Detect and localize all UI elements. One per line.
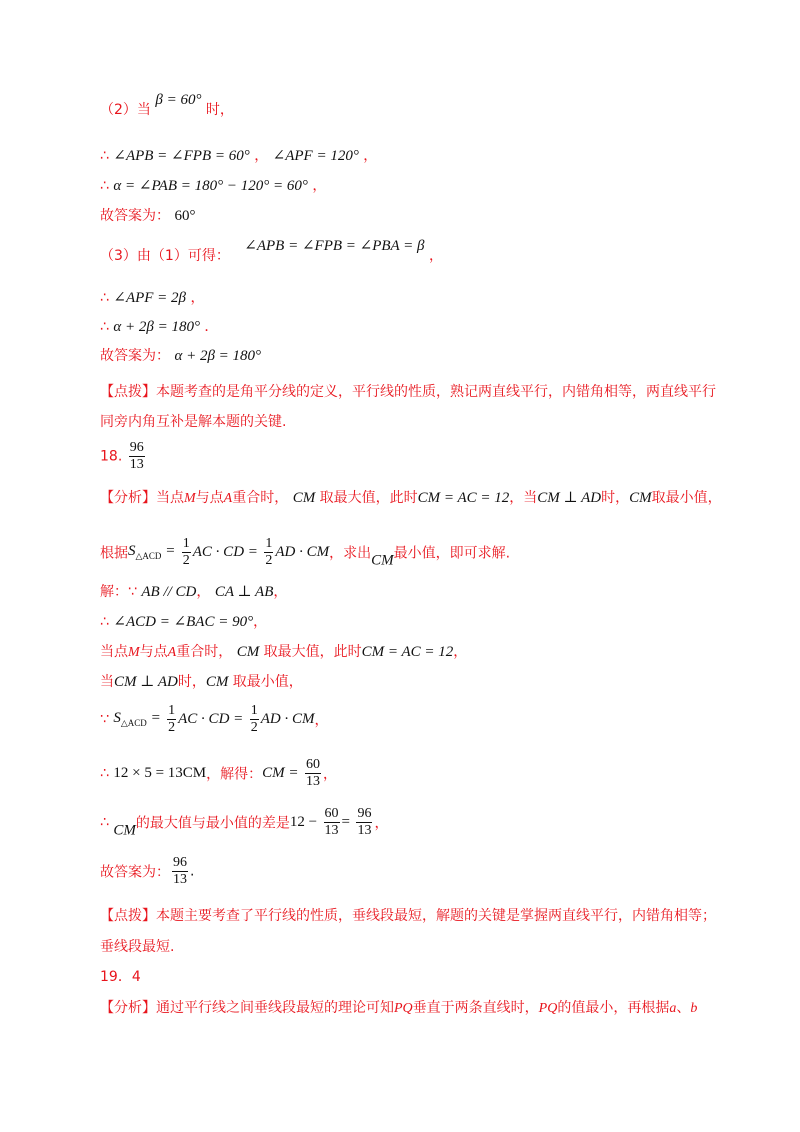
q17-part3-eq: ∠APB = ∠FPB = ∠PBA = β (244, 238, 425, 254)
numerator: 1 (182, 536, 190, 551)
var-PQ: PQ (394, 1001, 413, 1016)
numerator: 96 (357, 806, 372, 821)
numerator: 60 (324, 806, 339, 821)
answer-label: 故答案为： (100, 864, 170, 881)
q19-heading: 19．4 (100, 969, 141, 985)
q17-part3-prefix: （3）由（1）可得： (100, 248, 230, 264)
text: 时， (177, 674, 206, 690)
q17-step3 (100, 288, 204, 308)
q18-sol-line4 (100, 672, 303, 692)
text: 的最大值与最小值的差是 (135, 815, 290, 832)
q17-step2 (100, 176, 326, 196)
var-CM: CM (236, 644, 260, 660)
equation: CA ⊥ AB (214, 584, 274, 600)
therefore-symbol: ∴ (100, 814, 109, 831)
q18-sol-line7 (100, 806, 388, 840)
equation: ∠ACD = ∠BAC = 90° (113, 614, 254, 630)
analysis-text: 重合时， (232, 490, 289, 506)
separator: ， (196, 584, 211, 600)
var-CM: CM (292, 490, 316, 506)
numerator: 1 (265, 536, 273, 551)
q17-step1-eq: ∠APB = ∠FPB = 60° (113, 148, 250, 164)
var-M: M (184, 491, 196, 506)
q18-sol-line6 (100, 757, 337, 790)
therefore-symbol: ∴ (100, 614, 109, 630)
equation: 12 × 5 = 13CM (113, 765, 207, 781)
q17-comment-line2: 同旁内角互补是解本题的关键. (100, 414, 287, 430)
text: 当点 (100, 644, 128, 660)
q18-sol-line1 (100, 582, 287, 602)
q17-part2-prefix: （2）当 (100, 102, 151, 118)
analysis-text: ，当 (509, 490, 538, 506)
q17-step1-eq2: ∠APF = 120° (272, 148, 359, 164)
answer-label: 故答案为： (100, 208, 170, 224)
equation: CM = (262, 765, 299, 781)
q18-sol-line3 (100, 642, 467, 663)
separator: ， (322, 766, 337, 783)
var-PQ: PQ (538, 1001, 558, 1016)
separator: ， (374, 815, 389, 832)
separator: ， (363, 148, 378, 164)
var-CM: CM (371, 552, 394, 569)
analysis-text: 垂直于两条直线时， (412, 1000, 539, 1016)
q19-analysis (100, 998, 697, 1019)
area-symbol (113, 710, 160, 726)
term: AD · CM (275, 544, 330, 560)
half-fraction (264, 536, 273, 569)
var-b: b (690, 1001, 698, 1016)
var-CM: CM (629, 490, 652, 506)
half-fraction (167, 703, 176, 736)
q17-step3-eq: ∠APF = 2β (113, 290, 187, 306)
denominator: 13 (129, 457, 144, 472)
therefore-symbol: ∴ (100, 319, 109, 335)
answer-label: 故答案为： (100, 348, 170, 364)
equals: = (165, 543, 176, 559)
answer-value: α + 2β = 180° (174, 348, 262, 364)
period: . (190, 863, 195, 880)
q18-sol-line5 (100, 703, 328, 736)
q17-part3 (100, 238, 443, 266)
numerator: 1 (168, 703, 176, 718)
q18-answer-fraction (129, 440, 145, 473)
numerator: 1 (250, 703, 258, 718)
text: 重合时， (176, 644, 233, 660)
numerator: 96 (173, 855, 187, 870)
term: AC · CD = (178, 711, 244, 727)
equation: CM ⊥ AD (114, 674, 178, 690)
therefore-symbol: ∴ (100, 148, 109, 164)
q17-answer (100, 206, 195, 226)
q18-answer (100, 855, 194, 888)
separator: ， (428, 248, 443, 264)
fraction-60-13 (324, 806, 340, 839)
q18-comment-line2: 垂线段最短. (100, 939, 175, 955)
basis-text: 根据 (100, 545, 128, 562)
analysis-text: 【分析】通过平行线之间垂线段最短的理论可知 (100, 1000, 394, 1016)
analysis-text: 、 (676, 1000, 691, 1016)
q18-heading (100, 440, 147, 473)
denominator: 2 (168, 720, 176, 735)
equals: = (341, 814, 351, 830)
area-symbol (128, 543, 175, 559)
denominator: 2 (265, 553, 273, 568)
var-A: A (167, 645, 177, 660)
q18-sol-line2 (100, 612, 267, 632)
numerator: 96 (129, 440, 144, 455)
denominator: 13 (173, 872, 187, 887)
q17-step2-eq: α = ∠PAB = 180° − 120° = 60° (113, 178, 308, 194)
var-A: A (223, 491, 233, 506)
subscript: △ACD (135, 551, 162, 561)
text: 当 (100, 674, 114, 690)
q17-part2-beta: β = 60° (155, 92, 202, 108)
separator: ， (453, 644, 468, 660)
solution-label: 解： (100, 584, 128, 600)
S-letter: S (113, 710, 121, 726)
answer-fraction (172, 855, 188, 888)
half-fraction (182, 536, 191, 569)
equals: = (150, 710, 161, 726)
denominator: 2 (182, 553, 190, 568)
text: 取最小值， (232, 674, 303, 690)
q17-part2-suffix: 时， (205, 102, 234, 118)
q18-comment-line1: 【点拨】本题主要考查了平行线的性质，垂线段最短，解题的关键是掌握两直线平行，内错角相等； (100, 908, 716, 924)
q17-part2-line (100, 92, 234, 120)
analysis-text: 与点 (195, 490, 224, 506)
text: 与点 (139, 644, 168, 660)
analysis-text: 的值最小，再根据 (557, 1000, 670, 1016)
analysis-text: 取最小值， (651, 490, 722, 506)
separator: ， (312, 178, 327, 194)
separator: ， (254, 148, 269, 164)
var-a: a (669, 1001, 677, 1016)
text: ，解得： (206, 766, 263, 783)
q18-basis (100, 536, 510, 570)
analysis-text: 【分析】当点 (100, 490, 184, 506)
q18-analysis (100, 488, 722, 509)
q17-comment-line1: 【点拨】本题考查的是角平分线的定义，平行线的性质，熟记两直线平行，内错角相等，两直线平行 (100, 384, 716, 400)
term: AC · CD = (192, 544, 258, 560)
half-fraction (250, 703, 259, 736)
var-CM: CM (113, 822, 136, 839)
equation: 12 − (289, 814, 318, 830)
var-CM: CM (205, 674, 229, 690)
separator: ． (204, 319, 219, 335)
question-number: 18. (100, 448, 123, 465)
equation: CM = AC = 12 (361, 644, 454, 660)
separator: ， (314, 712, 329, 729)
denominator: 13 (324, 823, 339, 838)
numerator: 60 (305, 757, 320, 772)
equation: CM ⊥ AD (537, 490, 602, 506)
answer-value: 60° (174, 208, 196, 224)
equation: AB // CD (141, 584, 197, 600)
because-symbol: ∵ (100, 711, 109, 728)
therefore-symbol: ∴ (100, 290, 109, 306)
term: AD · CM (260, 711, 315, 727)
separator: ， (253, 614, 268, 630)
analysis-text: 取最大值，此时 (319, 490, 418, 506)
subscript: △ACD (120, 718, 147, 728)
because-symbol: ∵ (128, 584, 137, 600)
analysis-text: 时， (601, 490, 630, 506)
S-letter: S (128, 543, 136, 559)
denominator: 13 (305, 774, 320, 789)
denominator: 13 (357, 823, 372, 838)
basis-text: 最小值，即可求解. (393, 545, 511, 562)
q17-step4 (100, 317, 218, 337)
text: 取最大值，此时 (263, 644, 362, 660)
cm-fraction (305, 757, 321, 790)
therefore-symbol: ∴ (100, 765, 109, 782)
basis-text: ，求出 (329, 545, 372, 562)
q17-step4-eq: α + 2β = 180° (113, 319, 200, 335)
q17-answer2 (100, 346, 261, 366)
separator: ， (273, 584, 288, 600)
therefore-symbol: ∴ (100, 178, 109, 194)
separator: ， (190, 290, 205, 306)
var-M: M (128, 645, 140, 660)
q17-step1 (100, 146, 377, 166)
fraction-96-13 (356, 806, 372, 839)
denominator: 2 (250, 720, 258, 735)
equation: CM = AC = 12 (417, 490, 510, 506)
